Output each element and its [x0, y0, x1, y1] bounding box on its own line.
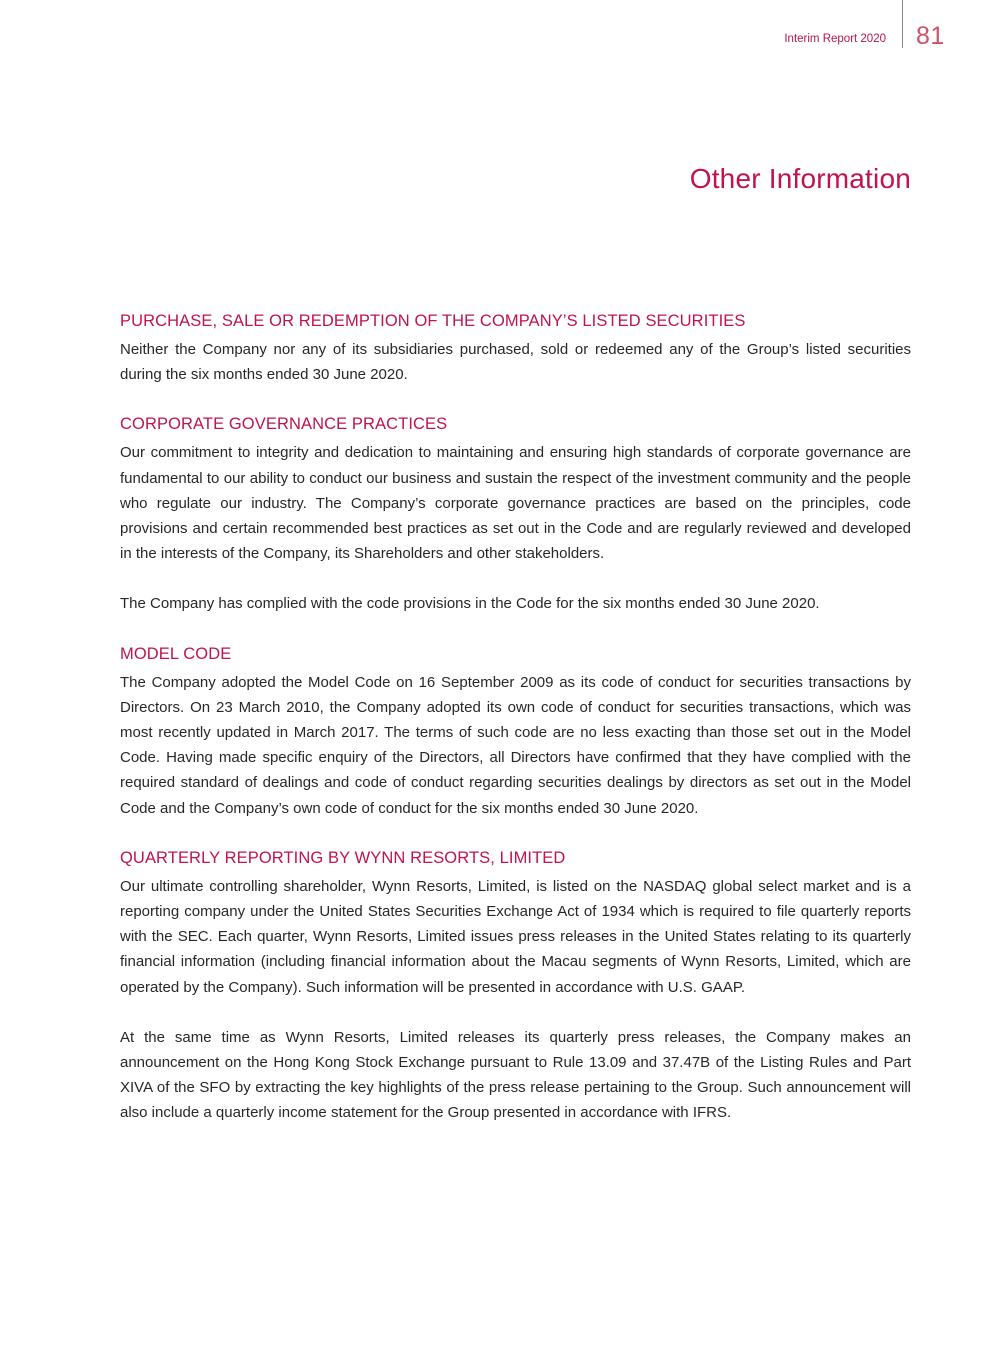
page-title: Other Information	[689, 163, 911, 194]
running-header	[746, 0, 1006, 50]
paragraph: At the same time as Wynn Resorts, Limited releases its quarterly press releases, the Company makes an announcement on the Hong Kong Stock Exchange pursuant to Rule 13.09 and 37.47B of the Listing Rules and Part XIVA of the SFO by extracting the key highlights of the press release pertaining to the Group. Such announcement will also include a quarterly income statement for the Group presented in accordance with IFRS.	[120, 1028, 911, 1122]
section-model-code	[120, 644, 911, 821]
paragraph: Neither the Company nor any of its subsidiaries purchased, sold or redeemed any of the Group’s listed securities during the six months ended 30 June 2020.	[120, 341, 911, 384]
paragraph: Our ultimate controlling shareholder, Wynn Resorts, Limited, is listed on the NASDAQ global select market and is a reporting company under the United States Securities Exchange Act of 1934 which is required to file quarterly reports with the SEC. Each quarter, Wynn Resorts, Limited issues press releases in the United States relating to its quarterly financial information (including financial information about the Macau segments of Wynn Resorts, Limited, which are operated by the Company). Such information will be presented in accordance with U.S. GAAP.	[120, 877, 911, 996]
paragraph: Our commitment to integrity and dedication to maintaining and ensuring high standards of corporate governance are fundamental to our ability to conduct our business and sustain the respect of the investment community and the people who regulate our industry. The Company’s corporate governance practices are based on the principles, code provisions and certain recommended best practices as set out in the Code and are regularly reviewed and developed in the interests of the Company, its Shareholders and other stakeholders.	[120, 444, 911, 563]
section-corporate-governance	[120, 414, 911, 616]
section-heading: CORPORATE GOVERNANCE PRACTICES	[120, 415, 448, 434]
section-heading: PURCHASE, SALE OR REDEMPTION OF THE COMPANY’S LISTED SECURITIES	[120, 312, 746, 330]
paragraph: The Company adopted the Model Code on 16 September 2009 as its code of conduct for securities transactions by Directors. On 23 March 2010, the Company adopted its own code of conduct for securities transactions, which was most recently updated in March 2017. The terms of such code are no less exacting than those set out in the Model Code. Having made specific enquiry of the Directors, all Directors have confirmed that they have complied with the required standard of dealings and code of conduct regarding securities dealings by directors as set out in the Model Code and the Company’s own code of conduct for the six months ended 30 June 2020.	[120, 673, 911, 817]
document-body	[120, 311, 911, 1126]
report-name: Interim Report 2020	[784, 33, 886, 45]
section-heading: QUARTERLY REPORTING BY WYNN RESORTS, LIMITED	[120, 848, 566, 867]
section-purchase-sale-redemption	[120, 311, 911, 387]
paragraph: The Company has complied with the code provisions in the Code for the six months ended 30 June 2020.	[120, 595, 820, 613]
section-quarterly-reporting	[120, 848, 911, 1126]
page-number: 81	[916, 22, 945, 50]
header-divider	[902, 0, 903, 48]
section-heading: MODEL CODE	[120, 644, 232, 663]
